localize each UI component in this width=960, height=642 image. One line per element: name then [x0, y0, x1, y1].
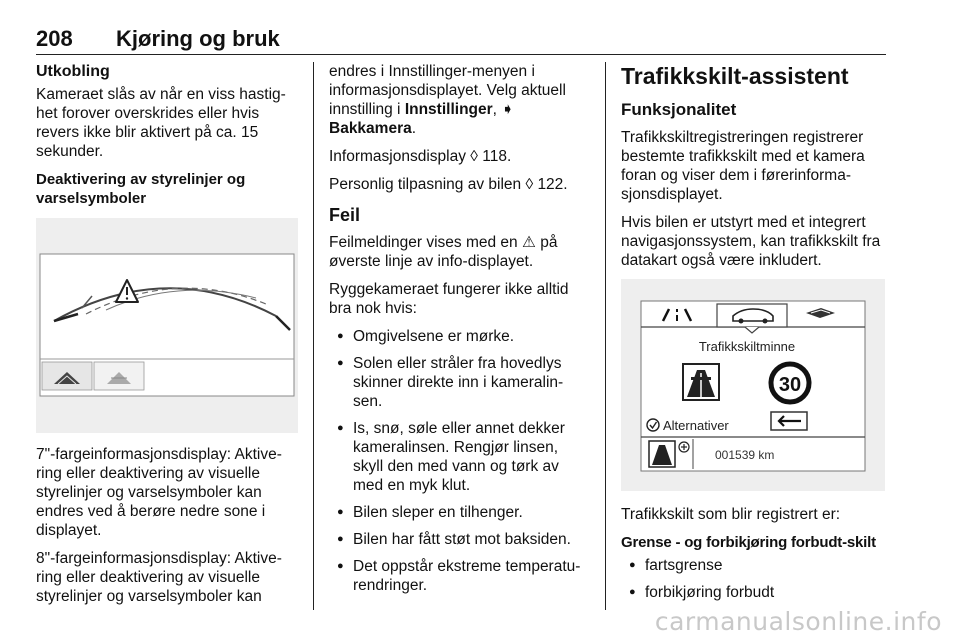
subsection-heading-funksjonalitet: Funksjonalitet	[621, 100, 737, 119]
list-item: ● Det oppstår ekstreme temperatu-rendringer.	[329, 557, 591, 595]
warning-icon: ⚠	[521, 234, 536, 251]
paragraph-ref-infodisplay: Informasjonsdisplay ◊ 118.	[329, 148, 512, 165]
back-arrow-button[interactable]	[771, 412, 807, 430]
paragraph: Ryggekameraet fungerer ikke alltid bra nok hvis:	[329, 281, 569, 317]
column-3	[621, 62, 887, 610]
subsection-heading: Deaktivering av styrelinjer og varselsymboler	[36, 171, 246, 207]
list-item: ● Bilen har fått støt mot baksiden.	[329, 530, 591, 549]
page-header	[36, 26, 886, 55]
rear-camera-figure	[36, 218, 298, 433]
column-1	[36, 62, 298, 615]
warning-symbols-toggle-icon[interactable]	[94, 362, 144, 390]
list-item: ● Is, snø, søle eller annet dekker kameralinsen. Rengjør linsen, skyll den med vann og tørk av med en myk klut.	[329, 419, 591, 495]
guidelines-toggle-icon[interactable]	[42, 362, 92, 390]
column-2	[329, 62, 591, 603]
speed-limit-value: 30	[778, 374, 802, 396]
rear-camera-menu-label: Bakkamera	[329, 120, 412, 137]
column-divider-1	[313, 62, 314, 610]
list-item: ● fartsgrense	[621, 556, 887, 575]
menu-arrow-icon: ➧	[501, 101, 515, 118]
list-item: ● Omgivelsene er mørke.	[329, 327, 591, 346]
traffic-sign-display-figure	[621, 279, 885, 491]
page-ref-icon: ◊	[525, 176, 534, 193]
paragraph: 7"-fargeinformasjonsdisplay: Aktive-ring eller deaktivering av visuelle styrelinjer og varselsymboler kan endres ved å berøre nedre sone i displayet.	[36, 446, 282, 539]
display-title: Trafikkskiltminne	[698, 339, 796, 354]
chapter-title: Kjøring og bruk	[116, 26, 280, 51]
section-heading-utkobling: Utkobling	[36, 63, 110, 80]
options-label[interactable]: Alternativer	[663, 418, 729, 433]
bullet-list	[621, 556, 887, 602]
list-item: ● Solen eller stråler fra hovedlys skinner direkte inn i kameralin-sen.	[329, 354, 591, 411]
subsection-heading-limits: Grense - og forbikjøring forbudt-skilt	[621, 534, 876, 551]
list-item: ● forbikjøring forbudt	[621, 583, 887, 602]
paragraph: 8"-fargeinformasjonsdisplay: Aktive-ring eller deaktivering av visuelle styrelinjer og varselsymboler kan	[36, 550, 282, 605]
paragraph: Trafikkskiltregistreringen registrerer bestemte trafikkskilt med et kamera foran og viser dem i førerinforma-sjonsdisplayet.	[621, 129, 865, 203]
paragraph: Feilmeldinger vises med en ⚠ på øverste linje av info-displayet.	[329, 234, 558, 270]
speed-limit-sign-icon	[771, 364, 809, 402]
paragraph-settings: endres i Innstillinger-menyen i informasjonsdisplayet. Velg aktuell innstilling i Innstillinger, ➧ Bakkamera.	[329, 63, 566, 137]
bullet-list	[329, 327, 591, 595]
section-heading-feil: Feil	[329, 205, 361, 225]
list-item: ● Bilen sleper en tilhenger.	[329, 503, 591, 522]
settings-menu-label: Innstillinger	[404, 101, 493, 118]
odometer-readout: 001539 km	[715, 448, 775, 462]
bottom-motorway-icon	[649, 441, 675, 467]
motorway-sign-icon	[683, 364, 719, 400]
column-divider-2	[605, 62, 606, 610]
rear-camera-display-illustration	[36, 218, 298, 433]
section-heading-traffic-sign: Trafikkskilt-assistent	[621, 63, 849, 89]
driver-info-display-illustration	[621, 279, 885, 491]
paragraph: Kameraet slås av når en viss hastig-het forover overskrides eller hvis revers ikke blir aktivert på ca. 15 sekunder.	[36, 86, 286, 160]
page-number: 208	[36, 26, 73, 51]
watermark: carmanualsonline.info	[654, 607, 942, 636]
paragraph: Trafikkskilt som blir registrert er:	[621, 506, 841, 523]
paragraph-ref-personalization: Personlig tilpasning av bilen ◊ 122.	[329, 176, 568, 193]
paragraph: Hvis bilen er utstyrt med et integrert navigasjonssystem, kan trafikkskilt fra datakart også være inkludert.	[621, 214, 881, 269]
page-ref-icon: ◊	[470, 148, 478, 165]
